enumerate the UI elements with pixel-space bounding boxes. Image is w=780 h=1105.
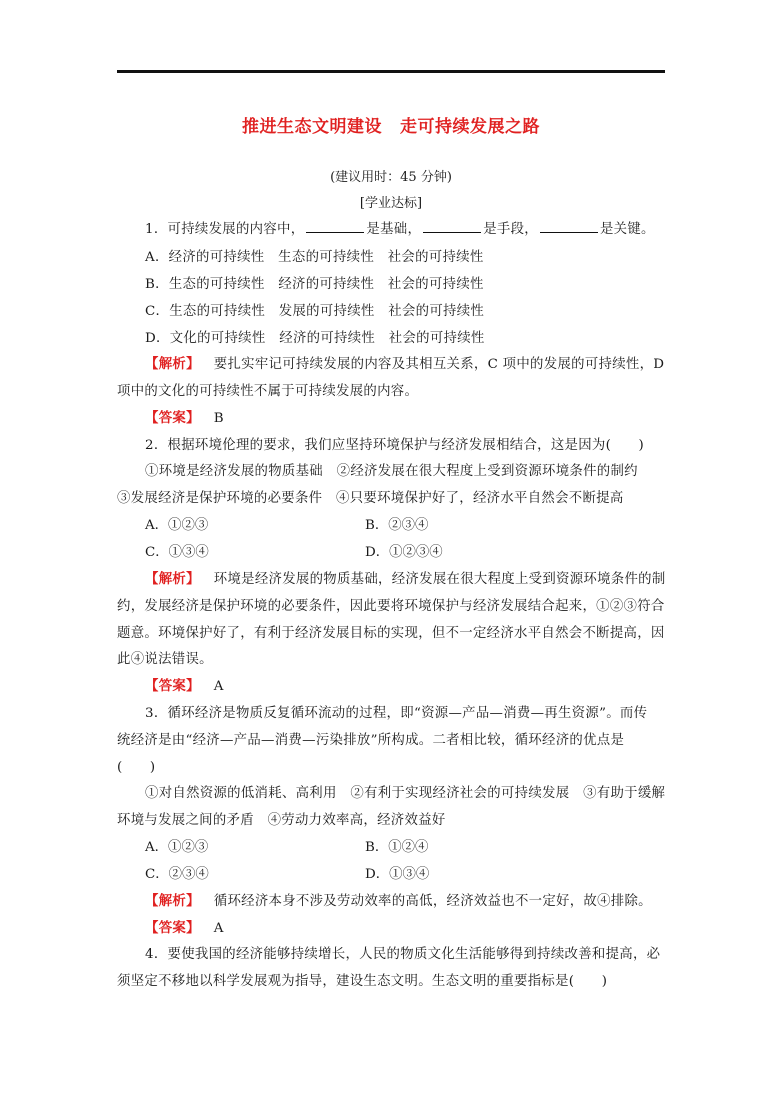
q3-answer: 【答案】 A [145, 920, 224, 936]
q3-stem-cont-1: 统经济是由“经济—产品—消费—污染排放”所构成。二者相比较，循环经济的优点是 [117, 733, 625, 748]
q1-answer: 【答案】 B [145, 410, 224, 426]
q2-stem: 2．根据环境伦理的要求，我们应坚持环境保护与经济发展相结合，这是因为( ) [145, 438, 645, 453]
q2-analysis: 【解析】 环境是经济发展的物质基础，经济发展在很大程度上受到资源环境条件的制 [145, 571, 666, 587]
title-part-1: 推进生态文明建设 [242, 117, 382, 137]
q2-analysis-cont-2: 题意。环境保护好了，有利于经济发展目标的实现，但不一定经济水平自然会不断提高，因 [117, 626, 665, 641]
analysis-label: 【解析】 [145, 571, 200, 587]
answer-label: 【答案】 [145, 678, 200, 694]
q2-item-line-1: ①环境是经济发展的物质基础 ②经济发展在很大程度上受到资源环境条件的制约 [145, 464, 638, 479]
q3-item-line-1: ①对自然资源的低消耗、高利用 ②有利于实现经济社会的可持续发展 ③有助于缓解 [145, 786, 666, 801]
q2-answer: 【答案】 A [145, 678, 224, 694]
q3-option-d[interactable]: D．①③④ [365, 867, 430, 882]
title-part-2: 走可持续发展之路 [400, 117, 540, 137]
q3-analysis: 【解析】 循环经济本身不涉及劳动效率的高低，经济效益也不一定好，故④排除。 [145, 893, 652, 909]
q1-option-d[interactable]: D．文化的可持续性 经济的可持续性 社会的可持续性 [145, 331, 485, 346]
section-heading: [学业达标] [359, 196, 423, 211]
q3-option-c[interactable]: C．②③④ [145, 867, 209, 882]
analysis-label: 【解析】 [145, 893, 200, 909]
q1-analysis: 【解析】 要扎实牢记可持续发展的内容及其相互关系，C 项中的发展的可持续性，D [145, 356, 665, 372]
q2-option-b[interactable]: B．②③④ [365, 518, 429, 533]
q3-option-b[interactable]: B．①②④ [365, 840, 429, 855]
time-note: (建议用时：45 分钟) [330, 170, 452, 185]
q1-stem: 1．可持续发展的内容中， 是基础， 是手段， 是关键。 [145, 222, 655, 237]
q3-stem: 3．循环经济是物质反复循环流动的过程，即“资源—产品—消费—再生资源”。而传 [145, 706, 648, 721]
q2-option-d[interactable]: D．①②③④ [365, 545, 443, 560]
q2-option-c[interactable]: C．①③④ [145, 545, 209, 560]
answer-blank[interactable] [540, 222, 598, 233]
page-title [117, 112, 665, 137]
q1-option-a[interactable]: A．经济的可持续性 生态的可持续性 社会的可持续性 [145, 250, 484, 265]
q1-option-b[interactable]: B．生态的可持续性 经济的可持续性 社会的可持续性 [145, 277, 484, 292]
q3-item-line-2: 环境与发展之间的矛盾 ④劳动力效率高，经济效益好 [117, 813, 446, 828]
q1-option-c[interactable]: C．生态的可持续性 发展的可持续性 社会的可持续性 [145, 304, 485, 319]
answer-blank[interactable] [423, 222, 481, 233]
q4-stem: 4．要使我国的经济能够持续增长，人民的物质文化生活能够得到持续改善和提高，必 [145, 947, 661, 962]
analysis-label: 【解析】 [145, 356, 200, 372]
q2-item-line-2: ③发展经济是保护环境的必要条件 ④只要环境保护好了，经济水平自然会不断提高 [117, 491, 624, 506]
q4-stem-cont: 须坚定不移地以科学发展观为指导，建设生态文明。生态文明的重要指标是( ) [117, 974, 608, 989]
answer-blank[interactable] [306, 222, 364, 233]
q3-stem-cont-2: ( ) [117, 760, 156, 775]
q2-analysis-cont-1: 约，发展经济是保护环境的必要条件，因此要将环境保护与经济发展结合起来，①②③符合 [117, 599, 665, 614]
answer-label: 【答案】 [145, 920, 200, 936]
q2-option-a[interactable]: A．①②③ [145, 518, 209, 533]
q3-option-a[interactable]: A．①②③ [145, 840, 209, 855]
answer-label: 【答案】 [145, 410, 200, 426]
q1-analysis-cont: 项中的文化的可持续性不属于可持续发展的内容。 [117, 384, 419, 399]
q2-analysis-cont-3: 此④说法错误。 [117, 652, 213, 667]
header-rule [117, 70, 665, 73]
